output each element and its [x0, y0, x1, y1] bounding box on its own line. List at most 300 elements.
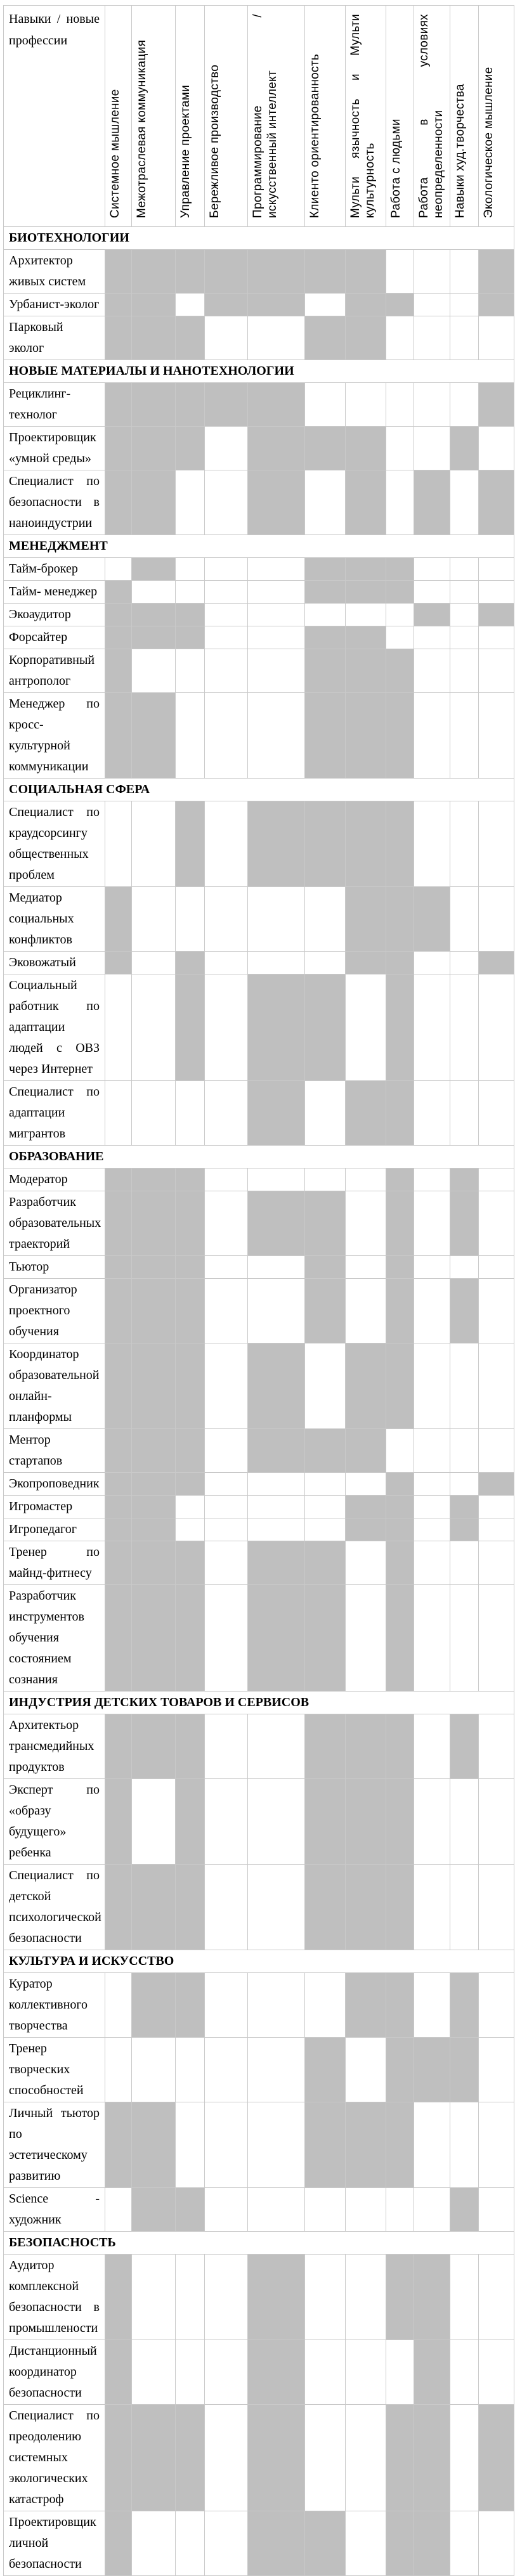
skill-cell-marked [346, 1081, 386, 1146]
skill-cell-empty [450, 626, 479, 649]
profession-name: Специалист по безопасности в наноиндустрии [4, 470, 105, 535]
skill-cell-marked [479, 2405, 514, 2511]
skill-cell-empty [450, 2255, 479, 2340]
skill-cell-empty [414, 1541, 450, 1585]
skill-cell-marked [132, 2405, 176, 2511]
skill-cell-empty [414, 1585, 450, 1692]
skill-cell-marked [479, 294, 514, 316]
profession-name: Рециклинг-технолог [4, 383, 105, 427]
skill-column-label: Работа с людьми [389, 119, 403, 218]
skill-cell-marked [132, 1168, 176, 1191]
profession-name: Экоаудитор [4, 604, 105, 626]
skill-cell-empty [346, 2038, 386, 2102]
profession-row [4, 2188, 514, 2232]
skill-cell-marked [386, 1779, 414, 1865]
profession-row [4, 1714, 514, 1779]
skill-cell-empty [414, 1168, 450, 1191]
skill-cell-empty [450, 1779, 479, 1865]
skill-cell-marked [346, 1496, 386, 1518]
skill-cell-empty [176, 2511, 205, 2576]
profession-row [4, 1191, 514, 1256]
skill-cell-empty [450, 801, 479, 887]
skill-cell-empty [414, 427, 450, 470]
skill-cell-marked [305, 974, 346, 1081]
profession-row [4, 1343, 514, 1429]
skill-cell-empty [176, 887, 205, 952]
skill-cell-empty [205, 1541, 248, 1585]
skill-cell-marked [132, 1973, 176, 2038]
skill-cell-empty [305, 470, 346, 535]
skill-cell-marked [105, 383, 132, 427]
skill-cell-marked [132, 2102, 176, 2188]
skill-cell-empty [248, 693, 305, 779]
skill-cell-empty [414, 693, 450, 779]
skill-cell-empty [305, 2405, 346, 2511]
skill-cell-empty [132, 581, 176, 604]
skill-cell-marked [176, 1191, 205, 1256]
skill-cell-empty [414, 1865, 450, 1950]
skill-cell-empty [105, 558, 132, 581]
skill-cell-empty [479, 1081, 514, 1146]
skill-cell-marked [346, 1973, 386, 2038]
skill-cell-empty [205, 974, 248, 1081]
profession-name: Эксперт по «образу будущего» ребенка [4, 1779, 105, 1865]
skill-cell-empty [248, 887, 305, 952]
skill-cell-empty [205, 1256, 248, 1279]
skill-cell-empty [205, 1779, 248, 1865]
skill-cell-marked [248, 1429, 305, 1473]
profession-row [4, 2340, 514, 2405]
skill-cell-empty [414, 1256, 450, 1279]
profession-row [4, 2038, 514, 2102]
skill-cell-empty [450, 1585, 479, 1692]
skill-cell-empty [132, 1779, 176, 1865]
profession-name: Разработчик инструментов обучения состоянием сознания [4, 1585, 105, 1692]
skill-column-header [248, 6, 305, 227]
skill-cell-marked [176, 2188, 205, 2232]
skill-column-header [450, 6, 479, 227]
skill-cell-marked [105, 1473, 132, 1496]
skill-cell-marked [105, 316, 132, 360]
skill-cell-marked [346, 250, 386, 294]
skill-column-label: Мульти язычность и Мульти культурность [349, 14, 377, 218]
skill-cell-marked [305, 649, 346, 693]
skill-cell-empty [414, 1279, 450, 1343]
skills-professions-table [3, 5, 514, 2576]
profession-row [4, 1081, 514, 1146]
profession-row [4, 581, 514, 604]
skill-cell-empty [414, 1518, 450, 1541]
profession-row [4, 1779, 514, 1865]
skill-cell-marked [386, 2511, 414, 2576]
skill-cell-empty [205, 2255, 248, 2340]
profession-row [4, 952, 514, 974]
skill-cell-marked [132, 1865, 176, 1950]
skill-cell-marked [132, 1429, 176, 1473]
skill-cell-marked [414, 2340, 450, 2405]
skill-cell-marked [346, 1865, 386, 1950]
table-body [4, 227, 514, 2576]
skill-cell-marked [176, 1279, 205, 1343]
profession-row [4, 626, 514, 649]
header-row [4, 6, 514, 227]
skill-cell-marked [386, 1585, 414, 1692]
section-title: ОБРАЗОВАНИЕ [4, 1146, 514, 1168]
skill-cell-empty [205, 2102, 248, 2188]
skill-cell-empty [450, 558, 479, 581]
skill-cell-marked [132, 427, 176, 470]
skill-cell-marked [105, 1585, 132, 1692]
skill-cell-marked [176, 1473, 205, 1496]
profession-row [4, 2255, 514, 2340]
skill-cell-empty [450, 693, 479, 779]
skill-cell-empty [450, 2102, 479, 2188]
skill-cell-marked [346, 558, 386, 581]
skill-cell-empty [479, 1168, 514, 1191]
skill-cell-empty [479, 626, 514, 649]
skill-cell-marked [176, 316, 205, 360]
section-row [4, 535, 514, 558]
skill-cell-marked [346, 1779, 386, 1865]
skill-cell-empty [346, 2255, 386, 2340]
skill-cell-empty [205, 1081, 248, 1146]
skill-cell-marked [105, 470, 132, 535]
profession-row [4, 974, 514, 1081]
skill-cell-empty [479, 1518, 514, 1541]
skill-cell-marked [132, 294, 176, 316]
skill-cell-empty [176, 649, 205, 693]
skill-cell-marked [132, 693, 176, 779]
skill-column-label: Системное мышление [108, 89, 122, 218]
skill-cell-marked [132, 604, 176, 626]
skill-cell-marked [386, 1714, 414, 1779]
profession-row [4, 2511, 514, 2576]
skill-cell-empty [205, 470, 248, 535]
profession-name: Специалист по преодолению системных экологических катастроф [4, 2405, 105, 2511]
skill-cell-empty [414, 1714, 450, 1779]
skill-cell-marked [305, 2511, 346, 2576]
skill-cell-marked [386, 2405, 414, 2511]
skill-cell-marked [305, 1585, 346, 1692]
profession-row [4, 1429, 514, 1473]
skill-cell-empty [414, 1473, 450, 1496]
skill-cell-empty [205, 1343, 248, 1429]
skill-cell-empty [346, 1168, 386, 1191]
skill-cell-empty [205, 2340, 248, 2405]
skill-cell-marked [105, 1256, 132, 1279]
skill-cell-marked [305, 581, 346, 604]
skill-cell-marked [248, 2405, 305, 2511]
skill-cell-empty [248, 1779, 305, 1865]
skill-cell-empty [414, 1429, 450, 1473]
skill-cell-marked [132, 1496, 176, 1518]
skill-cell-empty [205, 558, 248, 581]
skill-cell-empty [132, 2255, 176, 2340]
section-title: КУЛЬТУРА И ИСКУССТВО [4, 1950, 514, 1973]
profession-row [4, 1279, 514, 1343]
skill-cell-empty [479, 558, 514, 581]
profession-name: Ментор стартапов [4, 1429, 105, 1473]
skill-cell-empty [346, 2405, 386, 2511]
skill-cell-empty [205, 2038, 248, 2102]
skill-cell-marked [105, 1279, 132, 1343]
skill-cell-marked [105, 1779, 132, 1865]
profession-name: Медиатор социальных конфликтов [4, 887, 105, 952]
skill-cell-marked [105, 1865, 132, 1950]
skill-cell-empty [386, 1429, 414, 1473]
profession-name: Парковый эколог [4, 316, 105, 360]
skill-cell-marked [386, 294, 414, 316]
skill-cell-empty [205, 887, 248, 952]
profession-name: Экопроповедник [4, 1473, 105, 1496]
skill-cell-empty [176, 558, 205, 581]
skill-cell-marked [414, 887, 450, 952]
profession-row [4, 2102, 514, 2188]
skill-cell-empty [132, 2340, 176, 2405]
skill-cell-empty [414, 2102, 450, 2188]
skill-column-header [305, 6, 346, 227]
skill-cell-empty [450, 2340, 479, 2405]
skill-column-header [479, 6, 514, 227]
skill-cell-empty [479, 427, 514, 470]
skill-cell-marked [132, 1343, 176, 1429]
profession-name: Игропедагог [4, 1518, 105, 1541]
skill-cell-empty [176, 2340, 205, 2405]
skill-cell-empty [205, 1714, 248, 1779]
skill-cell-marked [305, 693, 346, 779]
section-row [4, 2232, 514, 2255]
skill-cell-empty [248, 1714, 305, 1779]
skill-cell-empty [205, 2188, 248, 2232]
skill-cell-empty [346, 1473, 386, 1496]
profession-name: Тайм-брокер [4, 558, 105, 581]
profession-name: Модератор [4, 1168, 105, 1191]
skill-column-header [414, 6, 450, 227]
skill-cell-empty [414, 1973, 450, 2038]
profession-row [4, 887, 514, 952]
skill-cell-marked [105, 604, 132, 626]
skill-cell-empty [248, 952, 305, 974]
skill-cell-empty [479, 887, 514, 952]
skill-cell-marked [386, 1865, 414, 1950]
skill-cell-marked [305, 1279, 346, 1343]
skill-cell-empty [305, 2188, 346, 2232]
skill-cell-empty [248, 1973, 305, 2038]
skill-cell-marked [414, 2255, 450, 2340]
skill-cell-marked [132, 1585, 176, 1692]
skill-cell-marked [248, 294, 305, 316]
skill-cell-marked [386, 1256, 414, 1279]
section-title: СОЦИАЛЬНАЯ СФЕРА [4, 779, 514, 801]
skill-cell-empty [176, 2038, 205, 2102]
skill-cell-empty [479, 1541, 514, 1585]
skill-cell-empty [414, 558, 450, 581]
skill-cell-marked [305, 250, 346, 294]
skill-cell-empty [414, 581, 450, 604]
skill-cell-marked [450, 1518, 479, 1541]
skill-cell-marked [176, 626, 205, 649]
skill-cell-empty [105, 974, 132, 1081]
skill-cell-empty [450, 383, 479, 427]
skill-cell-empty [205, 1429, 248, 1473]
skill-cell-marked [346, 1429, 386, 1473]
skill-cell-empty [450, 470, 479, 535]
skill-cell-empty [205, 316, 248, 360]
skill-cell-empty [248, 558, 305, 581]
skill-cell-empty [479, 316, 514, 360]
profession-row [4, 649, 514, 693]
skill-cell-empty [205, 1168, 248, 1191]
skill-cell-marked [132, 2188, 176, 2232]
skill-cell-empty [205, 1191, 248, 1256]
skill-cell-marked [479, 604, 514, 626]
profession-name: Игромастер [4, 1496, 105, 1518]
skill-cell-marked [176, 1541, 205, 1585]
profession-row [4, 383, 514, 427]
skill-cell-empty [386, 604, 414, 626]
skill-cell-empty [305, 604, 346, 626]
skill-cell-empty [205, 1585, 248, 1692]
skill-column-label: Бережливое производство [208, 64, 221, 218]
skill-cell-marked [248, 801, 305, 887]
skill-cell-empty [414, 626, 450, 649]
skill-cell-empty [386, 427, 414, 470]
skill-cell-marked [305, 1541, 346, 1585]
skill-cell-marked [450, 1714, 479, 1779]
skill-cell-empty [450, 2511, 479, 2576]
skill-cell-marked [248, 470, 305, 535]
skill-cell-empty [132, 649, 176, 693]
skill-cell-empty [205, 1473, 248, 1496]
skill-cell-marked [105, 1191, 132, 1256]
skill-cell-marked [305, 2102, 346, 2188]
skill-cell-empty [305, 1081, 346, 1146]
skill-cell-marked [105, 887, 132, 952]
skill-cell-empty [479, 2340, 514, 2405]
skill-cell-marked [479, 250, 514, 294]
skill-cell-marked [386, 2102, 414, 2188]
skill-cell-marked [346, 952, 386, 974]
profession-row [4, 2405, 514, 2511]
skill-cell-empty [248, 2038, 305, 2102]
section-row [4, 227, 514, 250]
skill-cell-marked [132, 1714, 176, 1779]
skill-cell-empty [479, 1714, 514, 1779]
profession-name: Архитектьор трансмедийных продуктов [4, 1714, 105, 1779]
skill-cell-empty [176, 581, 205, 604]
profession-name: Эковожатый [4, 952, 105, 974]
skill-column-label: Программирование /искусственный интеллект [251, 14, 279, 218]
skill-cell-marked [176, 250, 205, 294]
skill-cell-empty [205, 649, 248, 693]
profession-name: Личный тьютор по эстетическому развитию [4, 2102, 105, 2188]
profession-name: Дистанционный координатор безопасности [4, 2340, 105, 2405]
skill-cell-empty [205, 2511, 248, 2576]
skill-cell-empty [176, 2102, 205, 2188]
skill-cell-empty [248, 1518, 305, 1541]
skill-cell-empty [105, 2188, 132, 2232]
skill-cell-marked [346, 470, 386, 535]
skill-cell-empty [248, 626, 305, 649]
skill-cell-marked [132, 626, 176, 649]
skill-cell-empty [305, 383, 346, 427]
skill-cell-empty [248, 1473, 305, 1496]
skill-cell-marked [205, 383, 248, 427]
skill-cell-marked [386, 1973, 414, 2038]
skill-cell-empty [205, 1518, 248, 1541]
skill-column-label: Навыки худ.творчества [453, 84, 467, 218]
skill-cell-marked [248, 427, 305, 470]
skill-cell-marked [105, 2405, 132, 2511]
skill-cell-marked [105, 1496, 132, 1518]
profession-name: Специалист по детской психологической безопасности [4, 1865, 105, 1950]
skill-cell-marked [386, 1279, 414, 1343]
skill-cell-marked [176, 1865, 205, 1950]
skill-cell-empty [386, 383, 414, 427]
skill-column-header [346, 6, 386, 227]
skill-cell-marked [346, 626, 386, 649]
skill-cell-marked [176, 801, 205, 887]
skill-cell-marked [132, 1279, 176, 1343]
skill-cell-empty [450, 887, 479, 952]
skill-cell-empty [305, 1973, 346, 2038]
profession-name: Тайм- менеджер [4, 581, 105, 604]
skill-cell-marked [386, 1473, 414, 1496]
skill-cell-marked [305, 801, 346, 887]
profession-name: Корпоративный антрополог [4, 649, 105, 693]
skill-column-header [205, 6, 248, 227]
skill-cell-marked [132, 470, 176, 535]
skill-cell-empty [479, 801, 514, 887]
skill-cell-empty [479, 1865, 514, 1950]
skill-cell-empty [305, 1473, 346, 1496]
profession-name: Проектировщик «умной среды» [4, 427, 105, 470]
skill-cell-empty [205, 1865, 248, 1950]
skill-cell-empty [105, 1081, 132, 1146]
skill-cell-marked [479, 1473, 514, 1496]
section-row [4, 1950, 514, 1973]
skill-cell-marked [386, 1343, 414, 1429]
profession-row [4, 604, 514, 626]
skill-column-header [105, 6, 132, 227]
skill-cell-empty [479, 1496, 514, 1518]
skill-cell-empty [248, 604, 305, 626]
skill-cell-empty [132, 2511, 176, 2576]
skill-cell-marked [132, 1191, 176, 1256]
skill-cell-empty [346, 1256, 386, 1279]
skill-cell-marked [176, 1343, 205, 1429]
skill-cell-marked [346, 316, 386, 360]
skill-cell-marked [176, 1973, 205, 2038]
skill-column-label: Работа в условиях неопределенности [417, 14, 445, 218]
skill-cell-marked [479, 383, 514, 427]
skill-cell-empty [346, 1191, 386, 1256]
skill-column-label: Управление проектами [179, 84, 192, 218]
skill-cell-empty [248, 1496, 305, 1518]
skill-cell-empty [479, 1191, 514, 1256]
skill-cell-empty [205, 1496, 248, 1518]
skill-cell-marked [176, 604, 205, 626]
skill-cell-marked [450, 2038, 479, 2102]
skill-cell-marked [176, 1168, 205, 1191]
skill-cell-empty [479, 2102, 514, 2188]
skill-cell-empty [205, 626, 248, 649]
skill-cell-empty [450, 250, 479, 294]
skill-cell-marked [450, 427, 479, 470]
skill-cell-empty [105, 801, 132, 887]
skill-cell-marked [176, 1256, 205, 1279]
skill-cell-marked [132, 1541, 176, 1585]
